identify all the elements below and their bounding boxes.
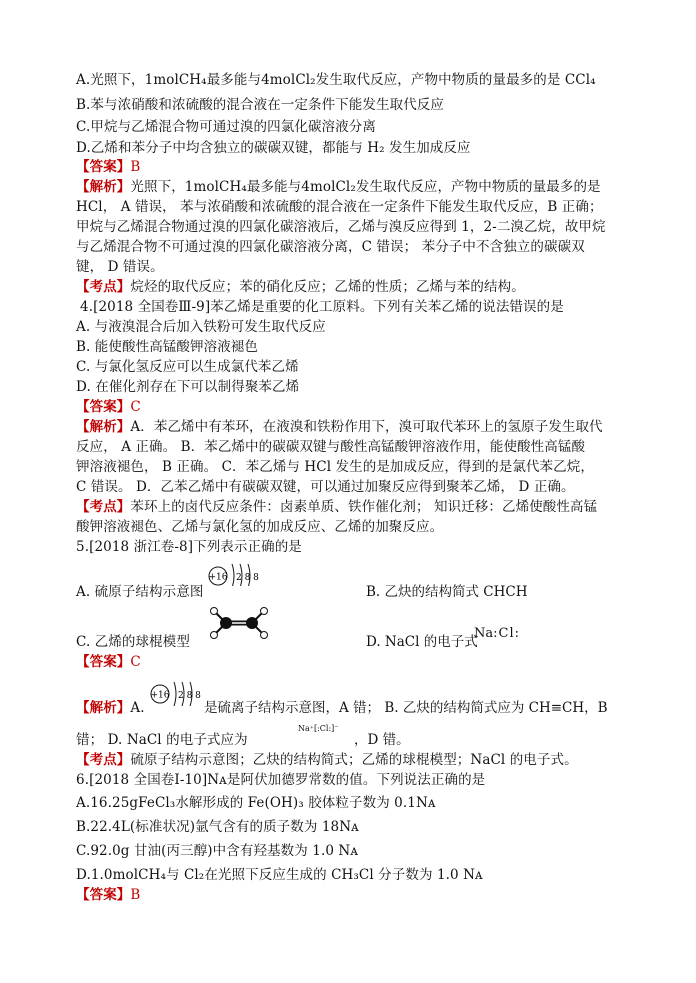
answer-1 — [76, 157, 140, 177]
nucleus-label: +16 — [208, 572, 228, 583]
explanation-tag: 【解析】 — [76, 700, 131, 716]
hydrogen-atom — [211, 632, 218, 639]
q4-option-a: A. 与液溴混合后加入铁粉可发生取代反应 — [76, 319, 326, 335]
question-5: 5.[2018 浙江卷-8]下列表示正确的是 — [76, 539, 302, 555]
q5-option-a: A. 硫原子结构示意图 — [76, 584, 204, 600]
key-point-5 — [76, 750, 578, 770]
explanation-text: A．苯乙烯中有苯环，在液溴和铁粉作用下，溴可取代苯环上的氢原子发生取代 — [130, 419, 603, 435]
answer-4 — [76, 397, 141, 417]
answer-value: C — [130, 654, 141, 670]
q4-option-b: B. 能使酸性高锰酸钾溶液褪色 — [76, 339, 259, 355]
answer-tag: 【答案】 — [76, 399, 131, 415]
explanation-1-line-5: 键， D 错误。 — [76, 259, 164, 275]
explanation-tag: 【解析】 — [76, 419, 131, 435]
key-point-4-line-1 — [76, 497, 597, 517]
q4-option-c: C. 与氯化氢反应可以生成氯代苯乙烯 — [76, 359, 299, 375]
sulfur-atom-diagram — [206, 560, 266, 586]
option-a: A.光照下，1molCH₄最多能与4molCl₂发生取代反应，产物中物质的量最多的是 CCl₄ — [76, 72, 596, 88]
electron-shell-counts: 2 8 8 — [178, 691, 201, 701]
explanation-1-line-4: 与乙烯混合物不可通过溴的四氯化碳溶液分离，C 错误； 苯分子中不含独立的碳碳双 — [76, 239, 585, 255]
key-point-text: 苯环上的卤代反应条件：卤素单质、铁作催化剂； 知识迁移：乙烯使酸性高锰 — [130, 499, 598, 515]
question-6: 6.[2018 全国卷Ⅰ-10]Nᴀ是阿伏加德罗常数的值。下列说法正确的是 — [76, 772, 486, 788]
key-point-text: 硫原子结构示意图；乙炔的结构简式；乙烯的球棍模型；NaCl 的电子式。 — [130, 752, 578, 768]
key-point-text: 烷烃的取代反应；苯的硝化反应；乙烯的性质；乙烯与苯的结构。 — [130, 279, 525, 295]
explanation-5-line-2-end: ，D 错。 — [354, 732, 410, 748]
option-d: D.乙烯和苯分子中均含独立的碳碳双键，都能与 H₂ 发生加成反应 — [76, 140, 471, 156]
nacl-na: Na — [474, 626, 494, 641]
explanation-4-line-2: 反应， A 正确。 B．苯乙烯中的碳碳双键与酸性高锰酸钾溶液作用，能使酸性高锰酸 — [76, 439, 586, 455]
answer-5 — [76, 652, 141, 672]
q5-option-c: C. 乙烯的球棍模型 — [76, 634, 190, 650]
explanation-4-line-1 — [76, 417, 603, 437]
key-point-tag: 【考点】 — [76, 499, 131, 515]
q5-option-b: B. 乙炔的结构简式 CHCH — [366, 584, 528, 600]
option-c: C.甲烷与乙烯混合物可通过溴的四氯化碳溶液分离 — [76, 119, 376, 135]
q6-option-d: D.1.0molCH₄与 Cl₂在光照下反应生成的 CH₃Cl 分子数为 1.0 Nᴀ — [76, 867, 483, 883]
answer-value: B — [130, 887, 141, 903]
nucleus-label: +16 — [150, 690, 170, 701]
answer-value: C — [130, 399, 141, 415]
option-b: B.苯与浓硝酸和浓硫酸的混合液在一定条件下能发生取代反应 — [76, 97, 445, 113]
electron-shell-counts: 2 8 8 — [236, 573, 259, 583]
explanation-1-line-3: 甲烷与乙烯混合物通过溴的四氯化碳溶液后，乙烯与溴反应得到 1，2-二溴乙烷，故甲烷 — [76, 219, 606, 235]
q6-option-c: C.92.0g 甘油(丙三醇)中含有羟基数为 1.0 Nᴀ — [76, 843, 359, 859]
answer-value: B — [130, 159, 141, 175]
question-4: 4.[2018 全国卷Ⅲ-9]苯乙烯是重要的化工原料。下列有关苯乙烯的说法错误的是 — [80, 299, 564, 315]
ethylene-ball-stick-model — [204, 603, 274, 643]
q6-option-a: A.16.25gFeCl₃水解形成的 Fe(OH)₃ 胶体粒子数为 0.1Nᴀ — [76, 795, 436, 811]
explanation-text: A. — [130, 700, 145, 716]
hydrogen-atom — [261, 632, 268, 639]
explanation-4-line-3: 钾溶液褪色， B 正确。 C．苯乙烯与 HCl 发生的是加成反应，得到的是氯代苯乙烷， — [76, 459, 594, 475]
explanation-1-line-1 — [76, 177, 601, 197]
key-point-4-line-2: 酸钾溶液褪色、乙烯与氯化氢的加成反应、乙烯的加聚反应。 — [76, 519, 444, 535]
carbon-atom — [220, 617, 232, 629]
q4-option-d: D. 在催化剂存在下可以制得聚苯乙烯 — [76, 379, 300, 395]
key-point-tag: 【考点】 — [76, 752, 131, 768]
q5-option-d: D. NaCl 的电子式 — [366, 634, 478, 650]
explanation-4-line-4: C 错误。 D．乙苯乙烯中有碳碳双键，可以通过加聚反应得到聚苯乙烯， D 正确。 — [76, 479, 575, 495]
key-point-tag: 【考点】 — [76, 279, 131, 295]
explanation-5-line-1-rest: 是硫离子结构示意图，A 错； B. 乙炔的结构简式应为 CH≡CH，B — [204, 700, 608, 716]
q6-option-b: B.22.4L(标准状况)氩气含有的质子数为 18Nᴀ — [76, 819, 359, 835]
answer-tag: 【答案】 — [76, 887, 131, 903]
hydrogen-atom — [261, 608, 268, 615]
explanation-5-line-1 — [76, 698, 145, 718]
explanation-text: 光照下，1molCH₄最多能与4molCl₂发生取代反应，产物中物质的量最多的是 — [130, 179, 601, 195]
nacl-ionic-formula: Na⁺[:Cl:]⁻ — [298, 724, 339, 733]
hydrogen-atom — [211, 608, 218, 615]
explanation-tag: 【解析】 — [76, 179, 131, 195]
explanation-5-line-2: 错； D. NaCl 的电子式应为 — [76, 732, 248, 748]
carbon-atom — [246, 617, 258, 629]
sulfur-ion-diagram — [148, 680, 206, 706]
nacl-electron-formula — [474, 624, 520, 644]
answer-6 — [76, 885, 140, 905]
answer-tag: 【答案】 — [76, 159, 131, 175]
explanation-1-line-2: HCl， A 错误， 苯与浓硝酸和浓硫酸的混合液在一定条件下能发生取代反应，B 正确； — [76, 199, 603, 215]
answer-tag: 【答案】 — [76, 654, 131, 670]
nacl-cl: :Cl: — [493, 626, 521, 641]
key-point-1 — [76, 277, 525, 297]
